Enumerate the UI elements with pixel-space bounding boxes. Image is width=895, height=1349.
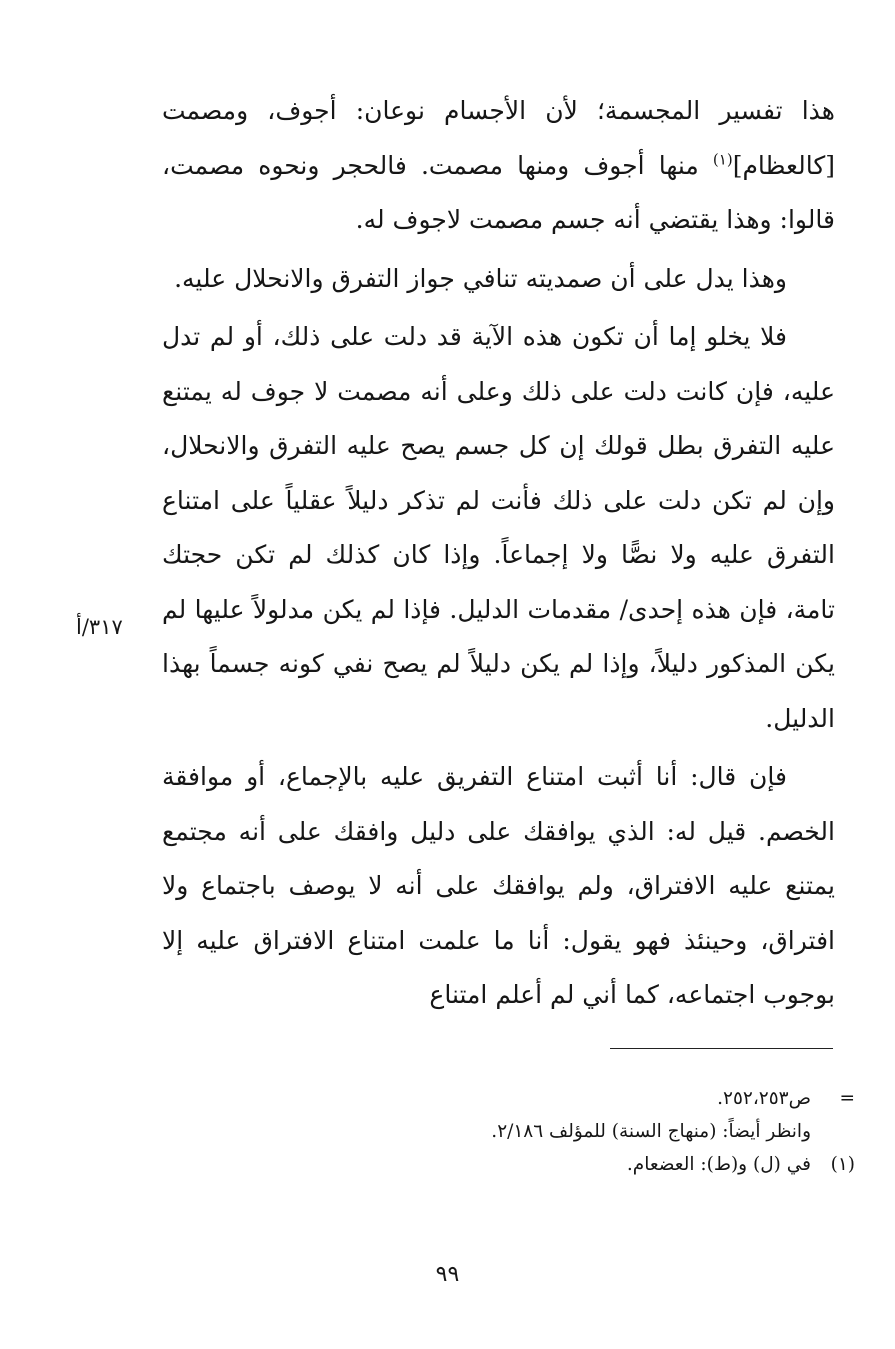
footnote-1 xyxy=(150,1148,855,1181)
footnote-1-mark: (١) xyxy=(830,1154,855,1175)
margin-folio-note: ٣١٧/أ xyxy=(76,615,123,639)
footnote-continuation-line-2 xyxy=(150,1115,855,1148)
footnote-separator xyxy=(610,1048,833,1049)
paragraph-1-text-a: هذا تفسير المجسمة؛ لأن الأجسام نوعان: أجوف، ومصمت [كالعظام] xyxy=(162,96,835,180)
paragraph-4: فإن قال: أنا أثبت امتناع التفريق عليه بالإجماع، أو موافقة الخصم. قيل له: الذي يوافقك على دليل وافقك على أنه مجتمع يمتنع عليه الافتراق، ولم يوافقك على أنه لا يوصف باجتماع ولا افتراق، وحينئذ فهو يقول: أنا ما علمت امتناع الافتراق عليه إلا بوجوب اجتماعه، كما أني لم أعلم امتناع xyxy=(162,762,835,1009)
paragraph-1-text-b: منها أجوف ومنها مصمت. فالحجر ونحوه مصمت، قالوا: وهذا يقتضي أنه جسم مصمت لاجوف له. xyxy=(162,150,835,234)
main-text xyxy=(162,84,835,1023)
footnote-continuation-mark: = xyxy=(839,1088,855,1109)
footnote-continuation-text-1: ص٢٥٢،٢٥٣. xyxy=(717,1088,811,1109)
paragraph-1 xyxy=(162,84,835,248)
paragraph-3-text-a: فلا يخلو إما أن تكون هذه الآية قد دلت على ذلك، أو لم تدل عليه، فإن كانت دلت على ذلك وعلى أنه مصمت لا جوف له يمتنع عليه التفرق بطل قولك إن كل جسم يصح عليه التفرق والانحلال، وإن لم تكن دلت على ذلك فأنت لم تذكر دليلاً عقلياً على امتناع التفرق عليه ولا نصًّا ولا إجماعاً. وإذا كان كذلك لم تكن حجتك تامة، فإن هذه إحدى xyxy=(162,322,836,624)
footnote-1-text: في (ل) و(ط): العضعام. xyxy=(626,1154,811,1175)
paragraph-3-text-b: مقدمات الدليل. فإذا لم يكن مدلولاً عليها لم يكن المذكور دليلاً، وإذا لم يكن دليلاً لم يصح نفي كونه جسماً بهذا الدليل. xyxy=(162,594,835,733)
paragraph-3 xyxy=(162,310,835,746)
footnote-continuation-text-2: وانظر أيضاً: (منهاج السنة) للمؤلف ٢/١٨٦. xyxy=(491,1121,811,1142)
manuscript-folio-slash: / xyxy=(619,594,629,624)
footnote-continuation-line-1 xyxy=(150,1082,855,1115)
paragraph-2: وهذا يدل على أن صمديته تنافي جواز التفرق والانحلال عليه. xyxy=(174,263,787,293)
page-number: ٩٩ xyxy=(435,1262,460,1287)
footnotes xyxy=(150,1082,855,1181)
footnote-reference-1: (١) xyxy=(712,150,733,169)
